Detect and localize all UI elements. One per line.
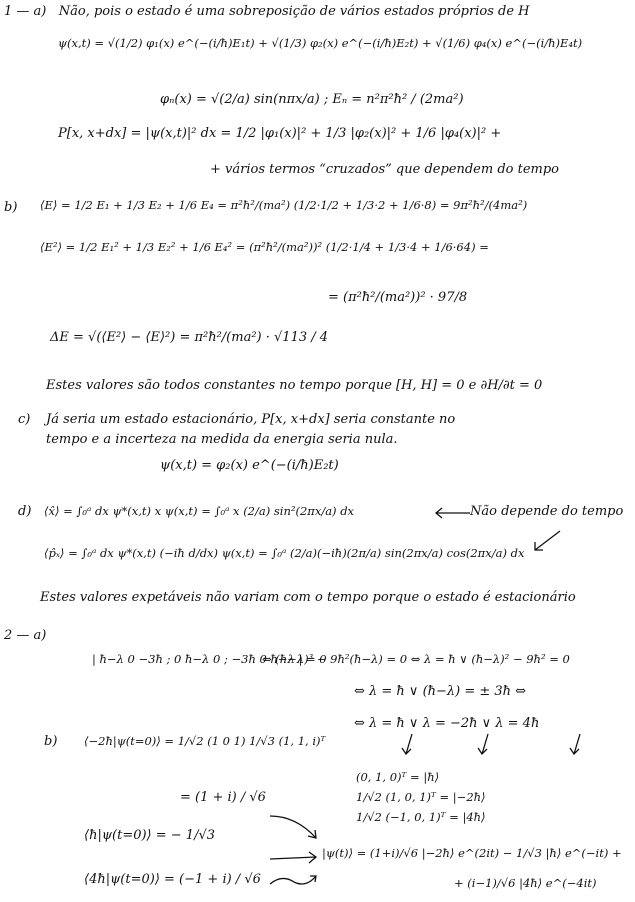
- eigenvector-h: (0, 1, 0)ᵀ = |ħ⟩: [356, 770, 440, 784]
- problem-1a-label: 1 — a): [4, 4, 47, 19]
- position-expectation: ⟨x̂⟩ = ∫₀ᵃ dx ψ*(x,t) x ψ(x,t) = ∫₀ᵃ x (2/a) sin²(2πx/a) dx: [44, 504, 355, 518]
- probability-expression: P[x, x+dx] = |ψ(x,t)|² dx = 1/2 |φ₁(x)|² + 1/3 |φ₂(x)|² + 1/6 |φ₄(x)|² +: [58, 126, 502, 141]
- projection-minus-2h-result: = (1 + i) / √6: [180, 790, 266, 805]
- constant-in-time-note: Estes valores são todos constantes no tempo porque [H, H] = 0 e ∂H/∂t = 0: [46, 378, 543, 393]
- characteristic-determinant: | ħ−λ 0 −3ħ ; 0 ħ−λ 0 ; −3ħ 0 ħ−λ | = 0: [92, 652, 327, 666]
- probability-continuation: + vários termos “cruzados” que dependem do tempo: [210, 162, 559, 177]
- energy-mean: ⟨E⟩ = 1/2 E₁ + 1/3 E₂ + 1/6 E₄ = π²ħ²/(ma²) (1/2·1/2 + 1/3·2 + 1/6·8) = 9π²ħ²/(4ma²): [40, 198, 528, 212]
- projection-minus-2h: ⟨−2ħ|ψ(t=0)⟩ = 1/√2 (1 0 1) 1/√3 (1, 1, i)ᵀ: [84, 734, 326, 748]
- time-independent-note: Não depende do tempo: [470, 504, 624, 519]
- projection-h: ⟨ħ|ψ(t=0)⟩ = − 1/√3: [84, 828, 216, 843]
- characteristic-equation: ⇔ (ħ−λ)³ − 9ħ²(ħ−λ) = 0 ⇔ λ = ħ ∨ (ħ−λ)² − 9ħ² = 0: [262, 652, 570, 666]
- problem-2b-label: b): [44, 734, 58, 749]
- problem-2a-label: 2 — a): [4, 628, 47, 643]
- problem-1c-label: c): [18, 412, 31, 427]
- projection-4h: ⟨4ħ|ψ(t=0)⟩ = (−1 + i) / √6: [84, 872, 261, 887]
- curved-arrow-icon: [268, 812, 322, 844]
- problem-1a-header: [4, 4, 529, 19]
- right-arrow-icon: [268, 848, 322, 870]
- down-arrow-icon: [476, 732, 494, 758]
- eigenvalues: ⇔ λ = ħ ∨ λ = −2ħ ∨ λ = 4ħ: [354, 716, 540, 731]
- psi-time-evolution-continuation: + (i−1)/√6 |4ħ⟩ e^(−4it): [454, 876, 597, 890]
- energy-squared-result: = (π²ħ²/(ma²))² · 97/8: [328, 290, 468, 305]
- eigenvalue-step: ⇔ λ = ħ ∨ (ħ−λ) = ± 3ħ ⇔: [354, 684, 527, 699]
- left-arrow-icon: [432, 506, 472, 520]
- psi-definition: ψ(x,t) = √(1/2) φ₁(x) e^(−(i/ħ)E₁t) + √(1/3) φ₂(x) e^(−(i/ħ)E₂t) + √(1/6) φ₄(x) e^(−(i/ħ)E₄t): [58, 36, 583, 50]
- problem-1d-label: d): [18, 504, 32, 519]
- down-left-arrow-icon: [530, 528, 564, 554]
- problem-1a-answer: Não, pois o estado é uma sobreposição de vários estados próprios de H: [58, 4, 530, 19]
- problem-1c-text-line2: tempo e a incerteza na medida da energia seria nula.: [46, 432, 398, 447]
- energy-squared-mean: ⟨E²⟩ = 1/2 E₁² + 1/3 E₂² + 1/6 E₄² = (π²ħ²/(ma²))² (1/2·1/4 + 1/3·4 + 1/6·64) =: [40, 240, 489, 254]
- wavy-arrow-icon: [268, 870, 322, 890]
- problem-1c-text-line1: Já seria um estado estacionário, P[x, x+dx] seria constante no: [46, 412, 456, 427]
- momentum-expectation: ⟨p̂ₓ⟩ = ∫₀ᵃ dx ψ*(x,t) (−iħ d/dx) ψ(x,t) = ∫₀ᵃ (2/a)(−iħ)(2π/a) sin(2πx/a) cos(2πx/a) dx: [44, 546, 525, 560]
- psi-time-evolution: |ψ(t)⟩ = (1+i)/√6 |−2ħ⟩ e^(2it) − 1/√3 |ħ⟩ e^(−it) +: [322, 846, 622, 860]
- eigenfunction-energy: φₙ(x) = √(2/a) sin(nπx/a) ; Eₙ = n²π²ħ² / (2ma²): [160, 92, 464, 107]
- eigenvector-minus-2h: 1/√2 (1, 0, 1)ᵀ = |−2ħ⟩: [356, 790, 486, 804]
- down-arrow-icon: [568, 732, 586, 758]
- eigenvector-4h: 1/√2 (−1, 0, 1)ᵀ = |4ħ⟩: [356, 810, 486, 824]
- energy-uncertainty: ΔE = √(⟨E²⟩ − ⟨E⟩²) = π²ħ²/(ma²) · √113 / 4: [50, 330, 329, 345]
- down-arrow-icon: [400, 732, 418, 758]
- stationary-psi: ψ(x,t) = φ₂(x) e^(−(i/ħ)E₂t): [160, 458, 339, 473]
- stationary-expectation-note: Estes valores expetáveis não variam com o tempo porque o estado é estacionário: [40, 590, 576, 605]
- problem-1b-label: b): [4, 200, 18, 215]
